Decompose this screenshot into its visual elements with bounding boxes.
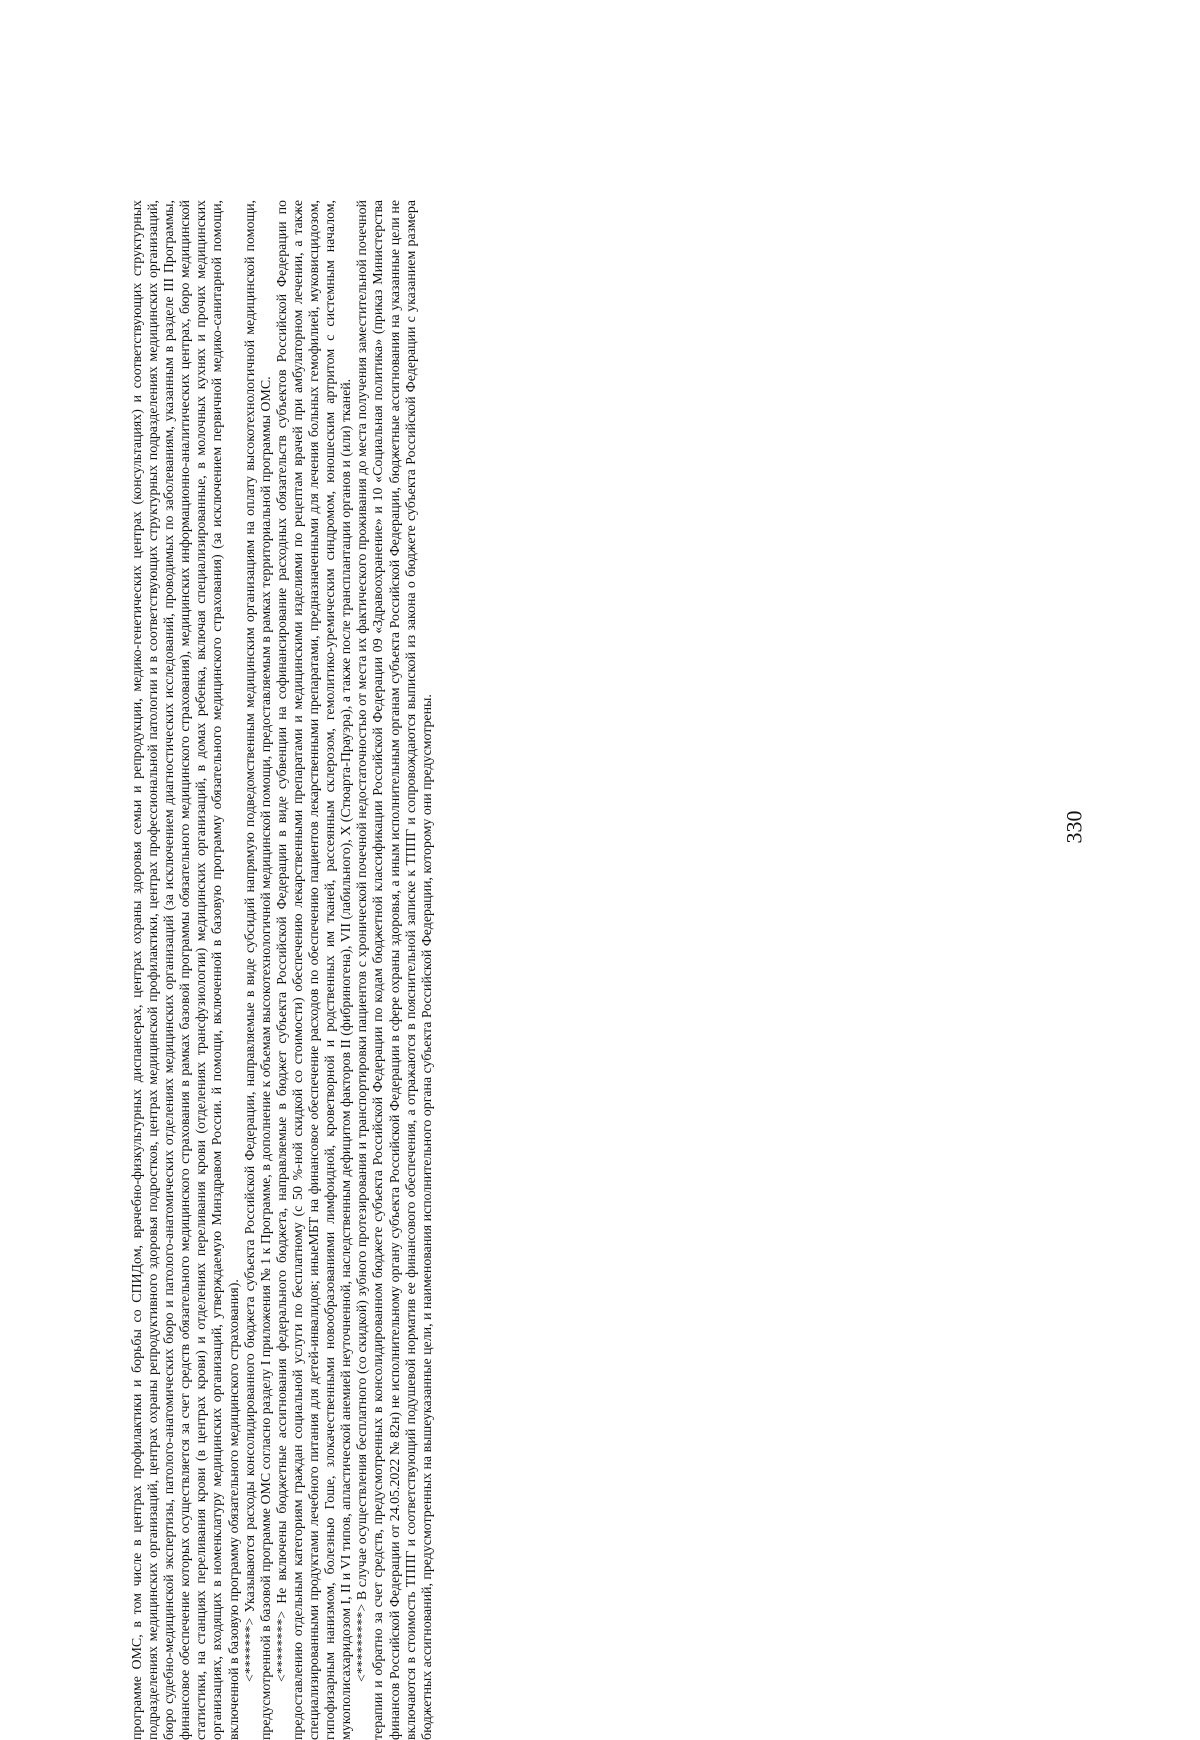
rotated-text-block — [130, 200, 810, 1740]
paragraph-continuation: программе ОМС, в том числе в центрах профилактики и борьбы со СПИДом, врачебно-физкультурных диспансерах, центрах охраны здоровья семьи и репродукции, медико-генетических центрах (консультациях) и соответствующих структурных подразделениях медицинских организаций, центрах охраны репродуктивного здоровья подростков, центрах медицинской профилактики, центрах профессиональной патологии и в соответствующих структурных подразделениях медицинских организаций, бюро судебно-медицинской экспертизы, патолого-анатомических бюро и патолого-анатомических отделениях медицинских организаций (за исключением диагностических исследований, проводимых по заболеваниям, указанным в разделе III Программы, финансовое обеспечение которых осуществляется за счет средств обязательного медицинского страхования в рамках базовой программы обязательного медицинского страхования), медицинских информационно-аналитических центрах, бюро медицинской статистики, на станциях переливания крови (в центрах крови) и отделениях переливания крови (отделениях трансфузиологии) медицинских организаций, в домах ребенка, включая специализированные, в молочных кухнях и прочих медицинских организациях, входящих в номенклатуру медицинских организаций, утверждаемую Минздравом России. й помощи, включенной в базовую программу обязательного медицинского страхования) (за исключением первичной медико-санитарной помощи, включенной в базовую программу обязательного медицинского страхования). — [130, 200, 242, 1740]
footnote-9-stars: <*********> В случае осуществления бесплатного (со скидкой) зубного протезирования и транспортировки пациентов с хронической почечной недостаточностью от места их фактического проживания до места получения заместительной почечной терапии и обратно за счет средств, предусмотренных в консолидированном бюджете субъекта Российской Федерации по кодам бюджетной классификации Российской Федерации 09 «Здравоохранение» и 10 «Социальная политика» (приказ Министерства финансов Российской Федерации от 24.05.2022 № 82н) не исполнительному органу субъекта Российской Федерации в сфере охраны здоровья, а иным исполнительным органам субъекта Российской Федерации, бюджетные ассигнования на указанные цели не включаются в стоимость ТППГ и соответствующий подушевой норматив ее финансового обеспечения, а отражаются в пояснительной записке к ТППГ и сопровождаются выпиской из закона о бюджете субъекта Российской Федерации с указанием размера бюджетных ассигнований, предусмотренных на вышеуказанные цели, и наименования исполнительного органа субъекта Российской Федерации, которому они предусмотрены. — [355, 200, 435, 1740]
footnote-8-stars: <********> Не включены бюджетные ассигнования федерального бюджета, направляемые в бюджет субъекта Российской Федерации в виде субвенции на софинансирование расходных обязательств субъектов Российской Федерации по предоставлению отдельным категориям граждан социальной услуги по бесплатному (с 50 %-ной скидкой со стоимости) обеспечению лекарственными препаратами и медицинскими изделиями по рецептам врачей при амбулаторном лечении, а также специализированными продуктами лечебного питания для детей-инвалидов; иныеМБТ на финансовое обеспечение расходов по обеспечению пациентов лекарственными препаратами, предназначенными для лечения больных гемофилией, муковисцидозом, гипофизарным нанизмом, болезнью Гоше, злокачественными новообразованиями лимфоидной, кроветворной и родственных им тканей, рассеянным склерозом, гемолитико-уремическим синдромом, юношеским артритом с системным началом, мукополисахаридозом I, II и VI типов, апластической анемией неуточненной, наследственным дефицитом факторов II (фибриногена), VII (лабильного), X (Стюарта-Прауэра), а также после трансплантации органов и (или) тканей. — [274, 200, 355, 1740]
page-number: 330 — [1061, 810, 1087, 844]
footnote-7-stars: <*******> Указываются расходы консолидированного бюджета субъекта Российской Федерации, направляемые в виде субсидий напрямую подведомственным медицинским организациям на оплату высокотехнологичной медицинской помощи, предусмотренной в базовой программе ОМС согласно разделу I приложения № 1 к Программе, в дополнение к объемам высокотехнологичной медицинской помощи, предоставляемым в рамках территориальной программы ОМС. — [242, 200, 274, 1740]
